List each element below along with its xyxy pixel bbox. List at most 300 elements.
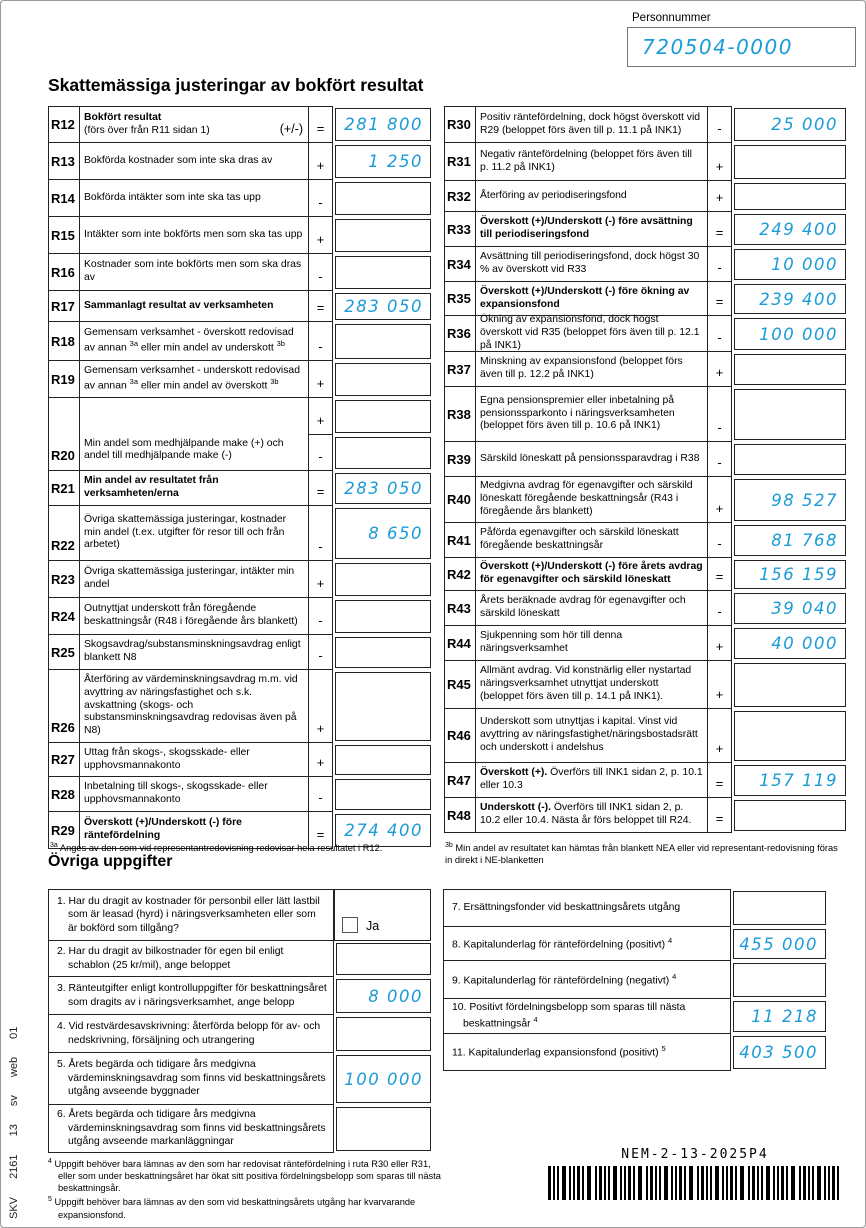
row-amount-column-R36 xyxy=(732,316,846,352)
row-label-R38 xyxy=(476,387,707,441)
barcode-bar xyxy=(633,1166,635,1200)
row-R26 xyxy=(48,670,431,743)
amount-field-R34-value: 10 000 xyxy=(771,255,838,274)
barcode-bar xyxy=(799,1166,801,1200)
barcode-bar xyxy=(730,1166,733,1200)
row-R18 xyxy=(48,322,431,361)
amount-field-R45[interactable] xyxy=(734,663,846,707)
other-item-value-column-O6 xyxy=(334,1105,431,1153)
barcode-bar xyxy=(803,1166,806,1200)
amount-field-R27[interactable] xyxy=(335,745,431,775)
amount-field-R13-value: 1 250 xyxy=(368,152,423,171)
sign-cell-R26: + xyxy=(308,670,332,742)
other-item-O8 xyxy=(443,927,826,961)
row-label-text: Skogsavdrag/substansminskningsavdrag enligt blankett N8 xyxy=(84,639,301,663)
amount-field-R47[interactable] xyxy=(734,765,846,796)
row-code-R31: R31 xyxy=(445,143,476,180)
sign-cell-R17: = xyxy=(308,291,332,321)
other-amount-field-O5[interactable] xyxy=(336,1055,431,1103)
row-code-R24: R24 xyxy=(49,598,80,634)
amount-field-R42[interactable] xyxy=(734,560,846,589)
barcode-bar xyxy=(620,1166,622,1200)
bottom-footnotes xyxy=(48,1157,443,1222)
other-table-right xyxy=(443,889,826,1071)
row-label-text: Överskott (+)/Underskott (-) före ökning av expansionsfond xyxy=(480,285,690,310)
row-label-text: Min andel av resultatet från verksamheten/erna xyxy=(84,475,219,499)
other-amount-field-O8-value: 455 000 xyxy=(739,934,818,954)
barcode-bar xyxy=(701,1166,704,1200)
barcode-bar xyxy=(675,1166,677,1200)
row-R20 xyxy=(48,398,431,471)
footnote-3b xyxy=(445,841,847,866)
leased-vehicle-checkbox[interactable] xyxy=(342,917,358,933)
amount-field-R17-value: 283 050 xyxy=(344,297,423,316)
other-table-left xyxy=(48,889,431,1153)
adjustments-table-left xyxy=(48,106,431,849)
row-code-R41: R41 xyxy=(445,523,476,557)
row-label-text: Intäkter som inte bokförts men som ska tas upp xyxy=(84,228,303,240)
other-item-label-O9: 9. Kapitalunderlag för räntefördelning (negativt) $^4$ xyxy=(452,971,677,986)
other-amount-field-O8[interactable] xyxy=(733,929,826,959)
other-item-O4 xyxy=(48,1015,431,1053)
row-amount-column-R16 xyxy=(333,254,431,291)
row-R32 xyxy=(444,181,846,212)
row-label-text: Uttag från skogs-, skogsskade- eller upphovsmannakonto xyxy=(84,746,250,771)
row-R17 xyxy=(48,291,431,322)
row-label-R33 xyxy=(476,212,707,246)
row-label-R35 xyxy=(476,282,707,315)
amount-field-R33[interactable] xyxy=(734,214,846,245)
sign-cell-R41: - xyxy=(707,523,731,557)
row-amount-column-R28 xyxy=(333,777,431,812)
amount-field-R13[interactable] xyxy=(335,145,431,178)
sign-cell-R13: + xyxy=(308,143,332,179)
amount-field-R25[interactable] xyxy=(335,637,431,668)
barcode-bar xyxy=(777,1166,779,1200)
amount-field-R28[interactable] xyxy=(335,779,431,810)
row-label-R37 xyxy=(476,352,707,386)
row-label-R45 xyxy=(476,661,707,708)
sign-cell-R46: + xyxy=(707,709,731,762)
barcode-image xyxy=(539,1166,851,1200)
other-item-value-column-O10 xyxy=(731,999,826,1034)
row-code-R48: R48 xyxy=(445,798,476,832)
barcode-bar xyxy=(608,1166,610,1200)
form-id-side-text: SKV 2161 13 sv web 01 xyxy=(8,1026,20,1219)
other-amount-field-O9[interactable] xyxy=(733,963,826,997)
row-code-R33: R33 xyxy=(445,212,476,246)
row-code-R32: R32 xyxy=(445,181,476,211)
personnummer-field[interactable] xyxy=(627,27,856,67)
row-R47 xyxy=(444,763,846,798)
barcode-bar xyxy=(715,1166,719,1200)
row-label-R18 xyxy=(80,322,308,360)
personnummer-value: 720504-0000 xyxy=(642,35,793,59)
barcode-bar xyxy=(595,1166,597,1200)
row-code-R45: R45 xyxy=(445,661,476,708)
other-amount-field-O11[interactable] xyxy=(733,1036,826,1069)
row-label-text: Bokfört resultat xyxy=(84,111,162,123)
amount-field-R40-value: 98 527 xyxy=(771,490,838,510)
row-label-text: Gemensam verksamhet - överskott redovisad av annan xyxy=(84,326,294,354)
row-R46 xyxy=(444,709,846,763)
other-amount-field-O7[interactable] xyxy=(733,891,826,925)
barcode-label: NEM-2-13-2025P4 xyxy=(621,1147,769,1162)
row-label-text: Inbetalning till skogs-, skogsskade- eller upphovsmannakonto xyxy=(84,781,268,805)
footnote-5-text: Uppgift behöver bara lämnas av den som vid beskattningsårets utgång har kvarvarande expansionsfond. xyxy=(54,1197,416,1220)
row-R19 xyxy=(48,361,431,398)
row-amount-column-R33 xyxy=(732,212,846,247)
row-label-text: Avsättning till periodiseringsfond, dock högst 30 % av överskott vid R33 xyxy=(480,251,700,275)
row-code-R47: R47 xyxy=(445,763,476,797)
row-label-text: Överskott (+). xyxy=(480,767,548,779)
other-item-value-column-O11 xyxy=(731,1034,826,1071)
amount-field-R44-value: 40 000 xyxy=(771,634,838,653)
amount-field-R43-value: 39 040 xyxy=(771,599,838,618)
other-item-label-O7: 7. Ersättningsfonder vid beskattningsårets utgång xyxy=(452,902,681,914)
amount-field-R18[interactable] xyxy=(335,324,431,359)
barcode-bar xyxy=(573,1166,575,1200)
sign-cell-R48: = xyxy=(707,798,731,832)
row-label-text: Kostnader som inte bokförts men som ska dras av xyxy=(84,259,302,283)
row-amount-column-R18 xyxy=(333,322,431,361)
row-amount-column-R35 xyxy=(732,282,846,316)
amount-field-R33-value: 249 400 xyxy=(759,220,838,239)
barcode-bar xyxy=(613,1166,617,1200)
row-label-text: eller min andel av överskott xyxy=(138,380,271,392)
other-item-value-column-O8 xyxy=(731,927,826,961)
other-amount-field-O5-value: 100 000 xyxy=(344,1069,423,1089)
barcode-bar xyxy=(722,1166,724,1200)
other-amount-field-O3[interactable] xyxy=(336,979,431,1013)
row-amount-column-R41 xyxy=(732,523,846,558)
footnote-ref: 3a xyxy=(129,377,138,387)
section-title-other: Övriga uppgifter xyxy=(48,853,173,870)
row-R35 xyxy=(444,282,846,316)
barcode-bar xyxy=(562,1166,566,1200)
barcode-bar xyxy=(599,1166,602,1200)
row-code-R20: R20 xyxy=(49,398,80,470)
amount-field-R39[interactable] xyxy=(734,444,846,475)
amount-field-R42-value: 156 159 xyxy=(759,565,838,584)
row-label-text: Ökning av expansionsfond, dock högst överskott vid R35 (beloppet förs även till p. 12.1 på INK1) xyxy=(480,314,700,351)
row-label-text: Underskott (-). xyxy=(480,802,551,814)
sign-cell-R14: - xyxy=(308,180,332,216)
barcode-bar xyxy=(837,1166,839,1200)
amount-field-R32[interactable] xyxy=(734,183,846,210)
amount-field-R35-value: 239 400 xyxy=(759,289,838,309)
barcode-bar xyxy=(577,1166,580,1200)
barcode-bar xyxy=(752,1166,755,1200)
amount-field-R19[interactable] xyxy=(335,363,431,396)
other-item-value-column-O7 xyxy=(731,889,826,927)
other-item-value-column-O4 xyxy=(334,1015,431,1053)
other-amount-field-O10[interactable] xyxy=(733,1001,826,1032)
row-R27 xyxy=(48,743,431,777)
row-code-R34: R34 xyxy=(445,247,476,281)
barcode-bar xyxy=(659,1166,661,1200)
sign-cell-R15: + xyxy=(308,217,332,253)
row-label-text: Underskott som utnyttjas i kapital. Vinst vid avyttring av näringsfastighet/näringsbostadsrätt och underskott i andelshus xyxy=(480,716,698,753)
amount-field-R21-value: 283 050 xyxy=(344,479,423,498)
sign-cell-R30: - xyxy=(707,107,731,142)
row-amount-column-R20 xyxy=(333,398,431,471)
footnote-3b-text: Min andel av resultatet kan hämtas från blankett NEA eller vid representant-redovisning föras in direkt i NE-blanketten xyxy=(445,843,838,866)
row-R37 xyxy=(444,352,846,387)
footnote-ref: 4 xyxy=(672,971,677,981)
amount-field-R48[interactable] xyxy=(734,800,846,831)
row-label-text: Återföring av värdeminskningsavdrag m.m. vid avyttring av näringsfastighet och s.k. avskattning (skogs- och substansminskningsavdrag redovisas även på N8) xyxy=(84,674,298,737)
other-amount-field-O3-value: 8 000 xyxy=(368,986,423,1006)
row-R21 xyxy=(48,471,431,506)
barcode-bar xyxy=(689,1166,693,1200)
barcode-bar xyxy=(548,1166,551,1200)
row-amount-column-R44 xyxy=(732,626,846,661)
row-amount-column-R48 xyxy=(732,798,846,833)
row-R48 xyxy=(444,798,846,833)
row-code-R14: R14 xyxy=(49,180,80,216)
sign-cell-R31: + xyxy=(707,143,731,180)
row-amount-column-R39 xyxy=(732,442,846,477)
row-label-R40 xyxy=(476,477,707,522)
sign-cell-R24: - xyxy=(308,598,332,634)
row-code-R44: R44 xyxy=(445,626,476,660)
row-label-R39 xyxy=(476,442,707,476)
row-amount-column-R14 xyxy=(333,180,431,217)
footnote-ref: 3b xyxy=(276,339,285,349)
row-code-R43: R43 xyxy=(445,591,476,625)
sign-cell-R37: + xyxy=(707,352,731,386)
amount-field-R34[interactable] xyxy=(734,249,846,280)
row-label-R47 xyxy=(476,763,707,797)
row-label-text: Överskott (+)/Underskott (-) före årets avdrag för egenavgifter och särskild löneskatt xyxy=(480,561,703,585)
barcode-bar xyxy=(710,1166,712,1200)
amount-field-R26[interactable] xyxy=(335,672,431,741)
amount-field-R43[interactable] xyxy=(734,593,846,624)
other-item-label-O4: 4. Vid restvärdesavskrivning: återförda belopp för av- och nedskrivning, försäljning och utrangering xyxy=(57,1020,321,1046)
other-item-O2 xyxy=(48,941,431,977)
row-code-R36: R36 xyxy=(445,316,476,351)
footnote-ref: 4 xyxy=(668,935,673,945)
row-amount-column-R38 xyxy=(732,387,846,442)
sign-cell-R12: = xyxy=(308,107,332,142)
sign-cell-R29: = xyxy=(308,812,332,848)
sign-cell-R28: - xyxy=(308,777,332,811)
barcode-bar xyxy=(604,1166,606,1200)
sign-cell-R23: + xyxy=(308,561,332,597)
other-amount-field-O10-value: 11 218 xyxy=(751,1007,818,1026)
barcode-bar xyxy=(808,1166,810,1200)
row-label-R34 xyxy=(476,247,707,281)
row-label-R48 xyxy=(476,798,707,832)
row-label-text: Årets beräknade avdrag för egenavgifter och särskild löneskatt xyxy=(480,595,686,619)
row-code-R22: R22 xyxy=(49,506,80,560)
amount-field-R14[interactable] xyxy=(335,182,431,215)
row-label-text: Övriga skattemässiga justeringar, kostnader min andel (t.ex. utgifter för resor till och från arbetet) xyxy=(84,513,287,551)
row-label-R19 xyxy=(80,361,308,397)
row-label-R23 xyxy=(80,561,308,597)
plus-minus-indicator: (+/-) xyxy=(279,121,303,136)
amount-field-R31[interactable] xyxy=(734,145,846,179)
other-item-O3 xyxy=(48,977,431,1015)
row-label-text: Outnyttjat underskott från föregående beskattningsår (R48 i föregående års blankett) xyxy=(84,603,298,627)
row-label-R22 xyxy=(80,506,308,560)
row-amount-column-R40 xyxy=(732,477,846,523)
other-item-O9 xyxy=(443,961,826,999)
row-R30 xyxy=(444,106,846,143)
other-item-O1 xyxy=(48,889,431,941)
row-label-text: Överförs till INK1 sidan 2, p. 10.2 eller 10.4. Nästa år förs beloppet till R24. xyxy=(480,802,692,826)
barcode-bar xyxy=(817,1166,821,1200)
row-label-text: Negativ räntefördelning (beloppet förs även till p. 11.2 på INK1) xyxy=(480,148,692,173)
footnote-ref: 5 xyxy=(661,1044,666,1053)
section-title-adjustments: Skattemässiga justeringar av bokfört resultat xyxy=(48,75,424,95)
other-amount-field-O4[interactable] xyxy=(336,1017,431,1051)
row-amount-column-R27 xyxy=(333,743,431,777)
row-label-text: (förs över från R11 sidan 1) xyxy=(84,124,210,136)
row-label-text: Överskott (+)/Underskott (-) före avsättning till periodiseringsfond xyxy=(480,216,693,240)
amount-field-R12[interactable] xyxy=(335,108,431,141)
row-amount-column-R43 xyxy=(732,591,846,626)
barcode-bar xyxy=(828,1166,830,1200)
amount-field-R46[interactable] xyxy=(734,711,846,761)
row-code-R38: R38 xyxy=(445,387,476,441)
row-R25 xyxy=(48,635,431,670)
other-item-O6 xyxy=(48,1105,431,1153)
sign-cell-R47: = xyxy=(707,763,731,797)
amount-field-R36[interactable] xyxy=(734,318,846,350)
footnote-4 xyxy=(48,1157,443,1194)
row-amount-column-R24 xyxy=(333,598,431,635)
row-R36 xyxy=(444,316,846,352)
row-code-R39: R39 xyxy=(445,442,476,476)
row-label-text: Överförs till INK1 sidan 2, p. 10.1 eller 10.3 xyxy=(480,767,703,791)
barcode-bar xyxy=(646,1166,648,1200)
row-code-R23: R23 xyxy=(49,561,80,597)
barcode-bar xyxy=(812,1166,814,1200)
amount-field-R22-value: 8 650 xyxy=(368,524,423,543)
row-amount-column-R45 xyxy=(732,661,846,709)
row-R22 xyxy=(48,506,431,561)
other-amount-field-O2[interactable] xyxy=(336,943,431,975)
other-item-value-column-O5 xyxy=(334,1053,431,1105)
amount-field-R23[interactable] xyxy=(335,563,431,596)
barcode-bar xyxy=(624,1166,626,1200)
barcode-bar xyxy=(582,1166,584,1200)
amount-field-R20-minus[interactable] xyxy=(335,437,431,470)
row-label-text: Sammanlagt resultat av verksamheten xyxy=(84,299,274,311)
amount-field-R12-value: 281 800 xyxy=(344,115,423,134)
row-code-R16: R16 xyxy=(49,254,80,290)
sign-cell-R25: - xyxy=(308,635,332,669)
row-label-text: Medgivna avdrag för egenavgifter och särskild löneskatt föregående beskattningsår (R43 i föregående års blankett) xyxy=(480,480,693,517)
amount-field-R24[interactable] xyxy=(335,600,431,633)
footnote-4-marker: 4 xyxy=(48,1158,52,1165)
amount-field-R15[interactable] xyxy=(335,219,431,252)
barcode-bar xyxy=(706,1166,708,1200)
row-label-text: Min andel som medhjälpande make (+) och andel till medhjälpande make (-) xyxy=(84,437,284,462)
row-code-R35: R35 xyxy=(445,282,476,315)
amount-field-R40[interactable] xyxy=(734,479,846,521)
row-R28 xyxy=(48,777,431,812)
barcode-bar xyxy=(628,1166,631,1200)
footnote-4-text: Uppgift behöver bara lämnas av den som har redovisat räntefördelning i ruta R30 eller R31, eller som under beskattningsåret har ökat sitt positiva fördelningsbelopp som sparas till nästa beskattningsår. xyxy=(54,1159,441,1194)
row-amount-column-R22 xyxy=(333,506,431,561)
other-item-value-column-O1 xyxy=(334,889,431,941)
row-code-R29: R29 xyxy=(49,812,80,848)
amount-field-R30[interactable] xyxy=(734,108,846,141)
barcode-bar xyxy=(553,1166,555,1200)
row-amount-column-R12 xyxy=(333,106,431,143)
row-amount-column-R23 xyxy=(333,561,431,598)
row-label-R31 xyxy=(476,143,707,180)
amount-field-R47-value: 157 119 xyxy=(759,771,838,790)
barcode-bar xyxy=(679,1166,682,1200)
row-code-R40: R40 xyxy=(445,477,476,522)
row-amount-column-R37 xyxy=(732,352,846,387)
amount-field-R35[interactable] xyxy=(734,284,846,314)
other-item-O11 xyxy=(443,1034,826,1071)
other-item-label-O11: 11. Kapitalunderlag expansionsfond (positivt) $^5$ xyxy=(452,1044,666,1059)
row-label-R16 xyxy=(80,254,308,290)
amount-field-R20-plus[interactable] xyxy=(335,400,431,433)
row-label-R30 xyxy=(476,107,707,142)
sign-cell-R36: - xyxy=(707,316,731,351)
amount-field-R17[interactable] xyxy=(335,293,431,320)
other-item-label-O8: 8. Kapitalunderlag för räntefördelning (positivt) $^4$ xyxy=(452,935,673,950)
row-label-text: Särskild löneskatt på pensionssparavdrag i R38 xyxy=(480,452,700,464)
sign-cell-R18: - xyxy=(308,322,332,360)
footnote-ref: 3a xyxy=(129,339,138,349)
row-code-R28: R28 xyxy=(49,777,80,811)
row-label-R42 xyxy=(476,558,707,590)
barcode-bar xyxy=(791,1166,795,1200)
amount-field-R41[interactable] xyxy=(734,525,846,556)
row-label-text: Bokförda intäkter som inte ska tas upp xyxy=(84,191,261,203)
row-R34 xyxy=(444,247,846,282)
footnote-5 xyxy=(48,1195,443,1220)
barcode-bar xyxy=(684,1166,686,1200)
row-label-R12 xyxy=(80,107,308,142)
row-label-R25 xyxy=(80,635,308,669)
row-code-R37: R37 xyxy=(445,352,476,386)
row-amount-column-R13 xyxy=(333,143,431,180)
amount-field-R38[interactable] xyxy=(734,389,846,440)
other-amount-field-O11-value: 403 500 xyxy=(739,1043,818,1062)
row-code-R25: R25 xyxy=(49,635,80,669)
row-R44 xyxy=(444,626,846,661)
other-item-label-O3: 3. Ränteutgifter enligt kontrolluppgifter för beskattningsåret som dragits av i näringsverksamhet, ange belopp xyxy=(57,982,327,1008)
row-label-text: Allmänt avdrag. Vid konstnärlig eller nystartad näringsverksamhet utnyttjat underskott (beloppet förs även till p. 14.1 på INK1). xyxy=(480,665,692,702)
amount-field-R21[interactable] xyxy=(335,473,431,504)
row-code-R27: R27 xyxy=(49,743,80,776)
row-R40 xyxy=(444,477,846,523)
barcode-bar xyxy=(740,1166,744,1200)
other-amount-field-O6[interactable] xyxy=(336,1107,431,1151)
row-R14 xyxy=(48,180,431,217)
amount-field-R22[interactable] xyxy=(335,508,431,559)
sign-cell-R32: + xyxy=(707,181,731,211)
amount-field-R16[interactable] xyxy=(335,256,431,289)
barcode-bar xyxy=(587,1166,591,1200)
row-amount-column-R21 xyxy=(333,471,431,506)
row-R15 xyxy=(48,217,431,254)
barcode-bar xyxy=(664,1166,668,1200)
other-item-label-O6: 6. Årets begärda och tidigare års medgivna värdeminskningsavdrag som finns vid beskattningsårets utgång avseende markanläggningar xyxy=(57,1109,326,1148)
amount-field-R37[interactable] xyxy=(734,354,846,385)
amount-field-R44[interactable] xyxy=(734,628,846,659)
other-item-O10 xyxy=(443,999,826,1034)
